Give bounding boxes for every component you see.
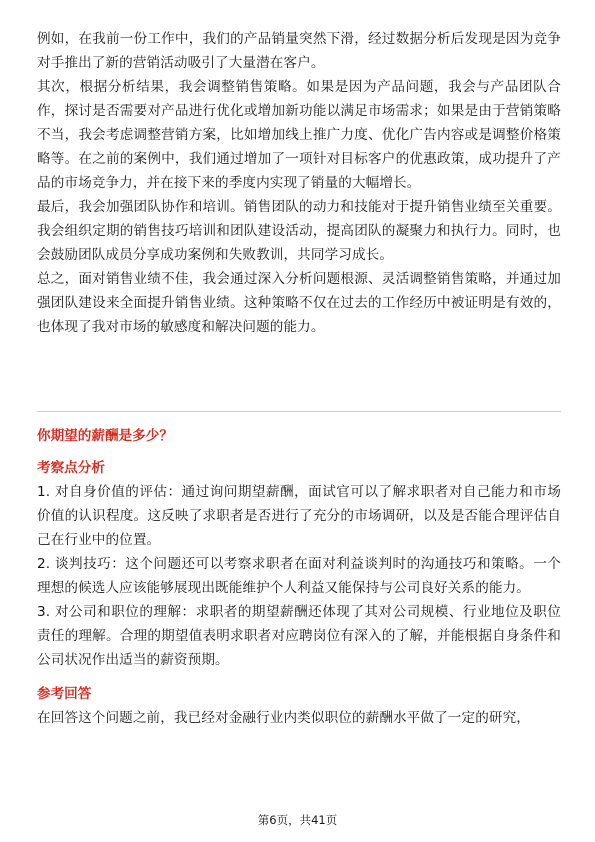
paragraph-second: 其次，根据分析结果，我会调整销售策略。如果是因为产品问题，我会与产品团队合作，探讨是否需要对产品进行优化或增加新功能以满足市场需求；如果是由于营销策略不当，我会考虑调整营销方案，比如增加线上推广力度、优化广告内容或是调整价格策略等。在之前的案例中，我们通过增加了一项针对目标客户的优惠政策，成功提升了产品的市场竞争力，并在接下来的季度内实现了销量的大幅增长。	[37, 79, 561, 191]
question-heading: 你期望的薪酬是多少？	[37, 428, 173, 444]
paragraph-example: 例如，在我前一份工作中，我们的产品销量突然下滑，经过数据分析后发现是因为竞争对手推出了新的营销活动吸引了大量潜在客户。	[37, 31, 561, 71]
analysis-item-1: 1. 对自身价值的评估：通过询问期望薪酬，面试官可以了解求职者对自己能力和市场价值的认识程度。这反映了求职者是否进行了充分的市场调研，以及是否能合理评估自己在行业中的位置。	[37, 484, 561, 548]
answer-title: 参考回答	[37, 686, 92, 702]
analysis-item-2: 2. 谈判技巧：这个问题还可以考察求职者在面对利益谈判时的沟通技巧和策略。一个理想的候选人应该能够展现出既能维护个人利益又能保持与公司良好关系的能力。	[37, 556, 561, 596]
section-divider	[37, 411, 561, 412]
paragraph-summary: 总之，面对销售业绩不佳，我会通过深入分析问题根源、灵活调整销售策略，并通过加强团队建设来全面提升销售业绩。这种策略不仅在过去的工作经历中被证明是有效的，也体现了我对市场的敏感度和解决问题的能力。	[37, 271, 561, 335]
paragraph-last: 最后，我会加强团队协作和培训。销售团队的动力和技能对于提升销售业绩至关重要。我会组织定期的销售技巧培训和团队建设活动，提高团队的凝聚力和执行力。同时，也会鼓励团队成员分享成功案例和失败教训，共同学习成长。	[37, 199, 561, 263]
previous-answer-body	[37, 27, 561, 339]
page-number: 第6页，共41页	[257, 813, 338, 827]
analysis-item-3: 3. 对公司和职位的理解：求职者的期望薪酬还体现了其对公司规模、行业地位及职位责任的理解。合理的期望值表明求职者对应聘岗位有深入的了解，并能根据自身条件和公司状况作出适当的薪资预期。	[37, 604, 561, 668]
analysis-title: 考察点分析	[37, 460, 105, 476]
question-body	[37, 456, 561, 730]
answer-text: 在回答这个问题之前，我已经对金融行业内类似职位的薪酬水平做了一定的研究，	[37, 710, 530, 726]
